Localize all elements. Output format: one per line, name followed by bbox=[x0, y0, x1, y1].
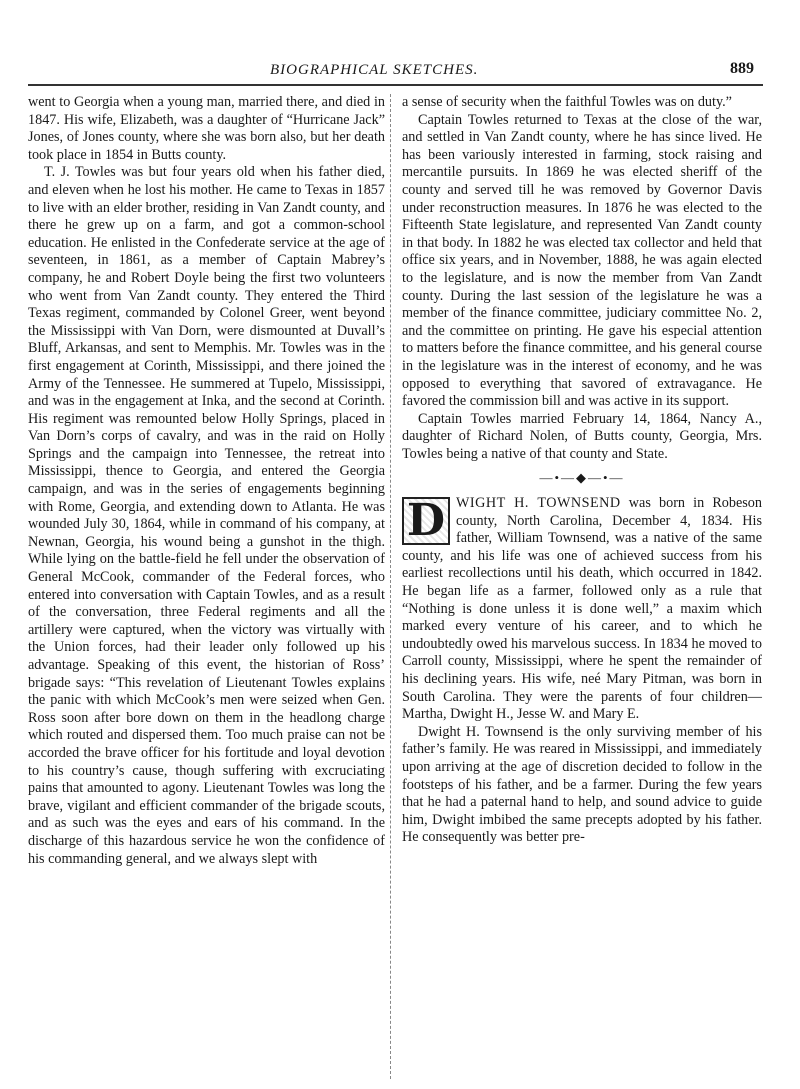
right-column bbox=[402, 94, 762, 847]
column-divider bbox=[390, 94, 392, 1079]
page-number: 889 bbox=[730, 60, 754, 77]
left-column bbox=[28, 94, 385, 868]
paragraph-townsend-second: Dwight H. Townsend is the only surviving member of his father’s family. He was reared in Mississippi, and immediately upon arriving at the age of discretion decided to follow in the footsteps of his father, and be a farmer. During the few years that he had a paternal hand to help, and sound advice to guide him, Dwight imbibed the same precepts adopted by his father. He consequently was better pre- bbox=[402, 723, 762, 846]
paragraph-continuation-right: a sense of security when the faithful Towles was on duty.” bbox=[402, 94, 732, 110]
paragraph-towles-return: Captain Towles returned to Texas at the close of the war, and settled in Van Zandt county, where he has since lived. He has been variously interested in farming, stock raising and mercantile pursuits. In 1869 he was elected sheriff of the county and served till he was removed by Governor Davis under reconstruction measures. In 1876 he was elected to the Fifteenth State legislature, and represented Van Zandt county in that body. In 1882 he was elected tax collector and held that office six years, and in November, 1888, he was again elected to the legislature, and is now the member from Van Zandt county. During the last session of the legislature he was a member of the finance committee, judiciary committee No. 2, and the committee on printing. He gave his especial attention to matters before the finance committee, and his general course in the legislature was in the interest of economy, and he was opposed to everything that savored of extravagance. He favored the commission bill and was active in its support. bbox=[402, 111, 762, 410]
townsend-intro-text: was born in Robeson county, North Carolina, December 4, 1834. His father, William Townsend, was a native of the same county, and his life was one of achieved success from his earliest recollections until his death, which occurred in 1842. He began life as a farmer, followed only as a rule that “Nothing is done unless it is done well,” a maxim which marked every venture of his career, and to which he undoubtedly owed his marvelous success. In 1834 he moved to Carroll county, Mississippi, where he spent the remainder of his declining years. His wife, neé Mary Pitman, was born in South Carolina. They were the parents of four children—Martha, Dwight H., Jesse W. and Mary E. bbox=[402, 495, 762, 723]
dropcap-letter: D bbox=[402, 497, 450, 545]
townsend-sketch bbox=[402, 495, 762, 724]
running-header: BIOGRAPHICAL SKETCHES. bbox=[270, 62, 479, 78]
paragraph-towles-career: T. J. Towles was but four years old when his father died, and eleven when he lost his mother. He came to Texas in 1857 to live with an elder brother, residing in Van Zandt county, and there he grew up on a farm, and got a common-school education. He enlisted in the Confederate service at the age of seventeen, in 1861, as a member of Captain Mabrey’s company, he and Robert Doyle being the first two volunteers who went from Van Zandt county. They entered the Third Texas regiment, commanded by Colonel Greer, went beyond the Mississippi with Van Dorn, were dismounted at Duvall’s Bluff, Arkansas, and sent to Memphis. Mr. Towles was in the first engagement at Corinth, Mississippi, and there joined the Army of the Tennessee. He summered at Tupelo, Mississippi, and was in the engagement at Inka, and the second at Corinth. His regiment was remounted below Holly Springs, placed in Van Dorn’s corps of cavalry, and was in the raid on Holly Springs and the campaign into Tennessee, the retreat into Mississippi, thence to Georgia, and entered the Georgia campaign, and was in the series of engagements beginning with Rome, Georgia, and extending down to Atlanta. He was wounded July 30, 1864, while in command of his company, at Newnan, Georgia, his wound being a gunshot in the thigh. While lying on the battle-field he fell under the observation of General McCook, commander of the Federal forces, who entered into conversation with Captain Towles, and as a result of the conversation, three Federal regiments and all the artillery were captured, when the victory was virtually with the Union forces, had their leader only followed up his advantage. Speaking of this event, the historian of Ross’ brigade says: “This revelation of Lieutenant Towles explains the panic with which McCook’s men were seized when Gen. Ross soon after bore down on them in the headlong charge which routed and dispersed them. Too much praise can not be accorded the brave officer for his fortitude and loyal devotion to his country’s cause, though suffering with excruciating pains that amounted to agony. Lieutenant Towles was long the brave, vigilant and efficient commander of the brigade scouts, and as such was the eyes and ears of his command. In the discharge of this hazardous service he won the confidence of his commanding general, and we always slept with bbox=[28, 164, 385, 867]
paragraph-towles-marriage: Captain Towles married February 14, 1864, Nancy A., daughter of Richard Nolen, of Butts county, Georgia, Mrs. Towles being a native of that county and State. bbox=[402, 410, 762, 462]
section-ornament: —•—◆—•— bbox=[539, 470, 625, 486]
paragraph-continuation: went to Georgia when a young man, married there, and died in 1847. His wife, Elizabeth, was a daughter of “Hurricane Jack” Jones, of Jones county, where she was born also, but her death took place in 1854 in Butts county. bbox=[28, 94, 385, 163]
townsend-name-lead: WIGHT H. TOWNSEND bbox=[456, 495, 621, 512]
paragraph-townsend-intro bbox=[402, 495, 762, 724]
header-rule bbox=[28, 84, 763, 86]
